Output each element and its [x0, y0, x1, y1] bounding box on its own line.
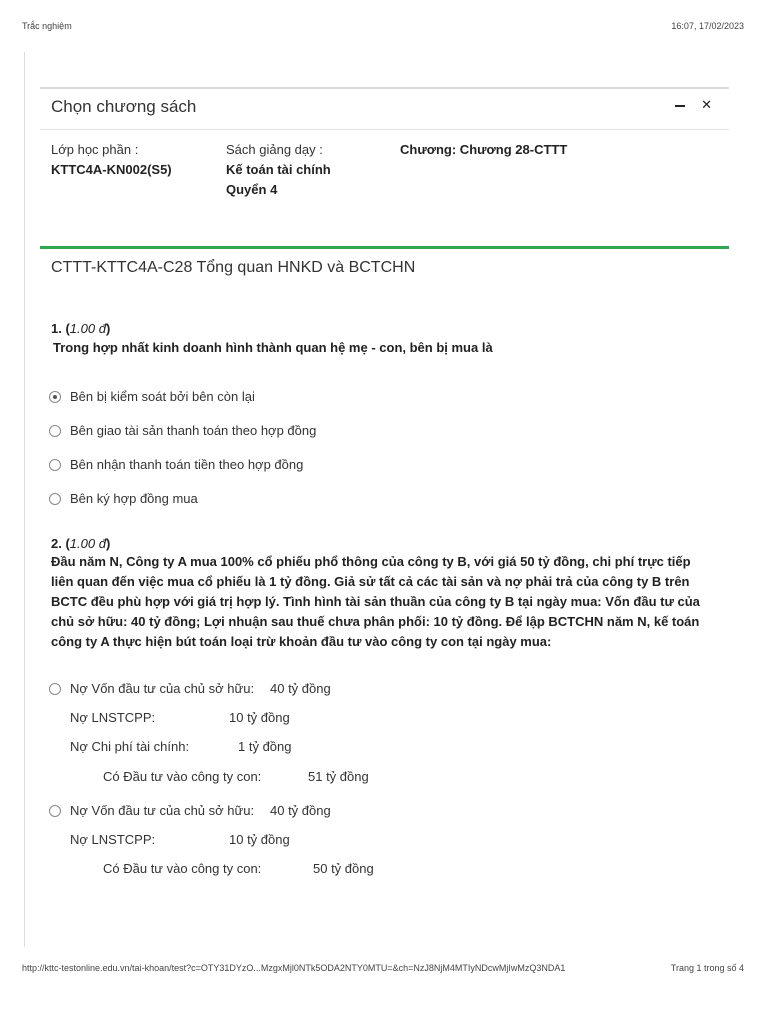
- q2-a-line3-label: Nợ Chi phí tài chính:: [70, 739, 190, 754]
- radio[interactable]: [49, 425, 61, 437]
- panel-controls: [675, 98, 712, 112]
- q1-option-1[interactable]: Bên bị kiểm soát bởi bên còn lại: [49, 389, 255, 404]
- q2-option-2[interactable]: [49, 803, 254, 818]
- print-footer-url: http://kttc-testonline.edu.vn/tai-khoan/test?c=OTY31DYzO...MzgxMjl0NTk5ODA2NTY0MTU=&ch=NzJ8NjM4MTIyNDcwMjIwMzQ3NDA1: [22, 963, 566, 973]
- q2-option-1[interactable]: [49, 681, 254, 696]
- panel-divider: [40, 129, 729, 130]
- radio[interactable]: [49, 683, 61, 695]
- q2-b-line2-label: Nợ LNSTCPP:: [70, 832, 156, 847]
- radio[interactable]: [49, 805, 61, 817]
- q1-option-4[interactable]: Bên ký hợp đồng mua: [49, 491, 198, 506]
- panel-title: Chọn chương sách: [51, 97, 197, 116]
- book-field: [226, 140, 386, 200]
- q1-option-3[interactable]: Bên nhận thanh toán tiền theo hợp đồng: [49, 457, 303, 472]
- q1-option-2[interactable]: Bên giao tài sản thanh toán theo hợp đồng: [49, 423, 316, 438]
- radio[interactable]: [49, 493, 61, 505]
- panel-top-divider: [40, 87, 729, 89]
- class-value: KTTC4A-KN002(S5): [51, 162, 172, 177]
- minimize-icon[interactable]: [675, 105, 685, 107]
- question-2-points: 1.00 đ: [69, 536, 106, 551]
- left-margin-line: [24, 52, 25, 947]
- q2-b-line3-label: Có Đầu tư vào công ty con:: [103, 861, 262, 876]
- question-1-number: 1. (1.00 đ): [51, 321, 111, 336]
- question-1-text: Trong hợp nhất kinh doanh hình thành quan hệ mẹ - con, bên bị mua là: [53, 340, 493, 355]
- book-value-line2: Quyển 4: [226, 182, 278, 197]
- book-value-line1: Kế toán tài chính: [226, 162, 331, 177]
- q2-b-line1-label: Nợ Vốn đầu tư của chủ sở hữu:: [70, 803, 255, 818]
- chapter-label: Chương: Chương 28-CTTT: [400, 142, 568, 157]
- print-footer-page: Trang 1 trong số 4: [670, 963, 744, 973]
- book-label: Sách giảng dạy :: [226, 142, 323, 157]
- print-header-title: Trắc nghiệm: [22, 21, 72, 31]
- question-1-points: 1.00 đ: [69, 321, 106, 336]
- q2-a-line1-label: Nợ Vốn đầu tư của chủ sở hữu:: [70, 681, 255, 696]
- print-header-datetime: 16:07, 17/02/2023: [671, 21, 744, 31]
- radio[interactable]: [49, 459, 61, 471]
- quiz-title: CTTT-KTTC4A-C28 Tổng quan HNKD và BCTCHN: [51, 259, 416, 276]
- class-label: Lớp học phần :: [51, 142, 139, 157]
- radio-selected[interactable]: [49, 391, 61, 403]
- q2-a-line2-label: Nợ LNSTCPP:: [70, 710, 156, 725]
- quiz-top-divider: [40, 246, 729, 249]
- question-2-text: Đầu năm N, Công ty A mua 100% cổ phiếu phổ thông của công ty B, với giá 50 tỷ đồng, chi phí trực tiếp liên quan đến việc mua cổ phiếu là 1 tỷ đồng. Giả sử tất cả các tài sản và nợ phải trả của công ty B trên BCTC đều phù hợp với giá trị hợp lý. Tình hình tài sản thuần của công ty B tại ngày mua: Vốn đầu tư của chủ sở hữu: 40 tỷ đồng; Lợi nhuận sau thuế chưa phân phối: 10 tỷ đồng. Để lập BCTCHN năm N, kế toán công ty A thực hiện bút toán loại trừ khoản đầu tư vào công ty con tại ngày mua:: [51, 554, 700, 649]
- close-icon[interactable]: ✕: [701, 97, 712, 112]
- question-2-number: 2. (1.00 đ): [51, 536, 111, 551]
- class-field: [51, 140, 211, 180]
- q2-a-line4-label: Có Đầu tư vào công ty con:: [103, 769, 262, 784]
